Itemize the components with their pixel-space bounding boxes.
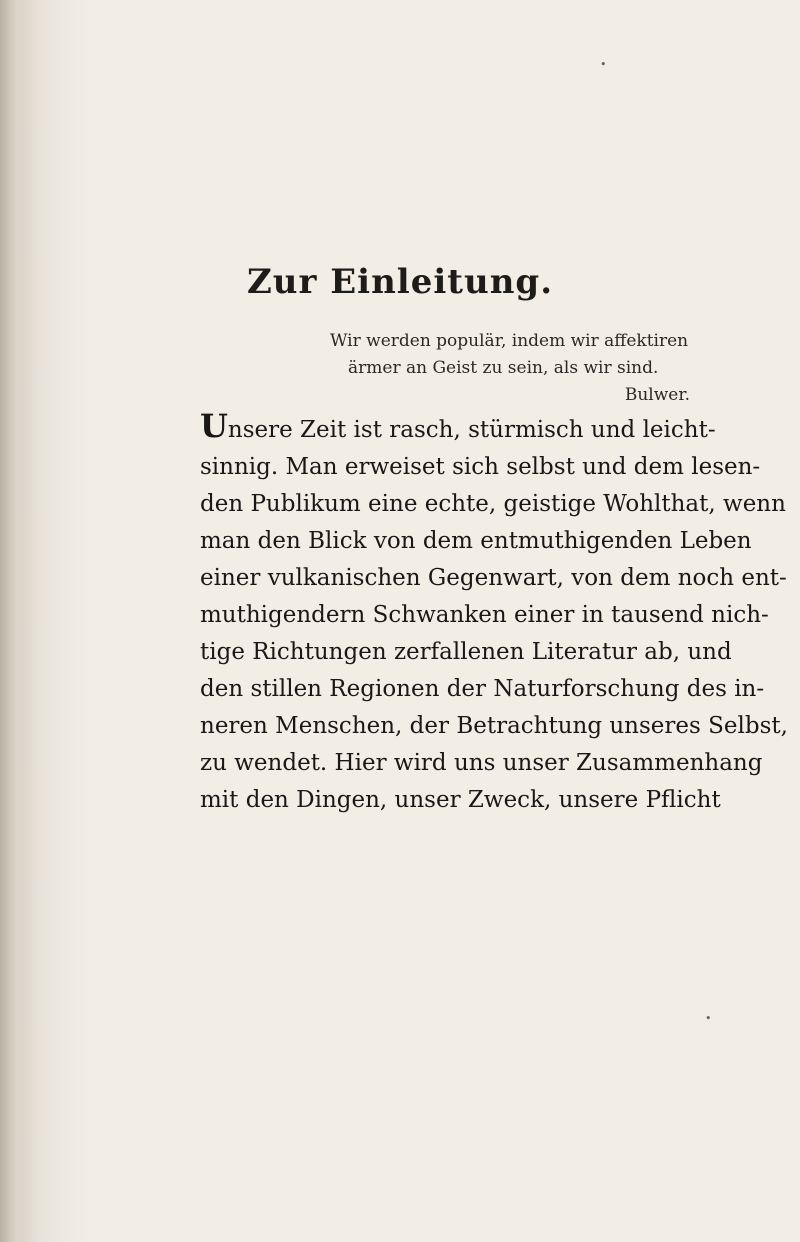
text-line: neren Menschen, der Betrachtung unseres Selbst, [200,713,788,739]
text-line: tige Richtungen zerfallenen Literatur ab, und [200,639,732,665]
epigraph-line: ärmer an Geist zu sein, als wir sind. [348,358,659,378]
text-line: einer vulkanischen Gegenwart, von dem noch ent- [200,565,787,591]
stray-mark-bottom: • [705,1012,712,1025]
text-line: den stillen Regionen der Naturforschung des in- [200,676,765,702]
epigraph-line: Wir werden populär, indem wir affektiren [330,331,689,351]
stray-mark-top: • [600,58,607,71]
text-line: man den Blick von dem entmuthigenden Leben [200,528,752,554]
text-line-content: nsere Zeit ist rasch, stürmisch und leicht- [227,417,716,443]
text-line: sinnig. Man erweiset sich selbst und dem lesen- [200,454,761,480]
body-paragraph [200,407,788,819]
text-line: muthigendern Schwanken einer in tausend nich- [200,602,769,628]
initial-letter: U [200,407,228,445]
text-line [200,407,716,449]
chapter-heading: Zur Einleitung. [246,262,554,302]
text-line: mit den Dingen, unser Zweck, unsere Pflicht [200,787,721,813]
epigraph [330,328,710,409]
text-line: den Publikum eine echte, geistige Wohlthat, wenn [200,491,786,517]
epigraph-author: Bulwer. [624,385,690,405]
page-binding-edge [0,0,28,1242]
text-line: zu wendet. Hier wird uns unser Zusammenhang [200,750,763,776]
